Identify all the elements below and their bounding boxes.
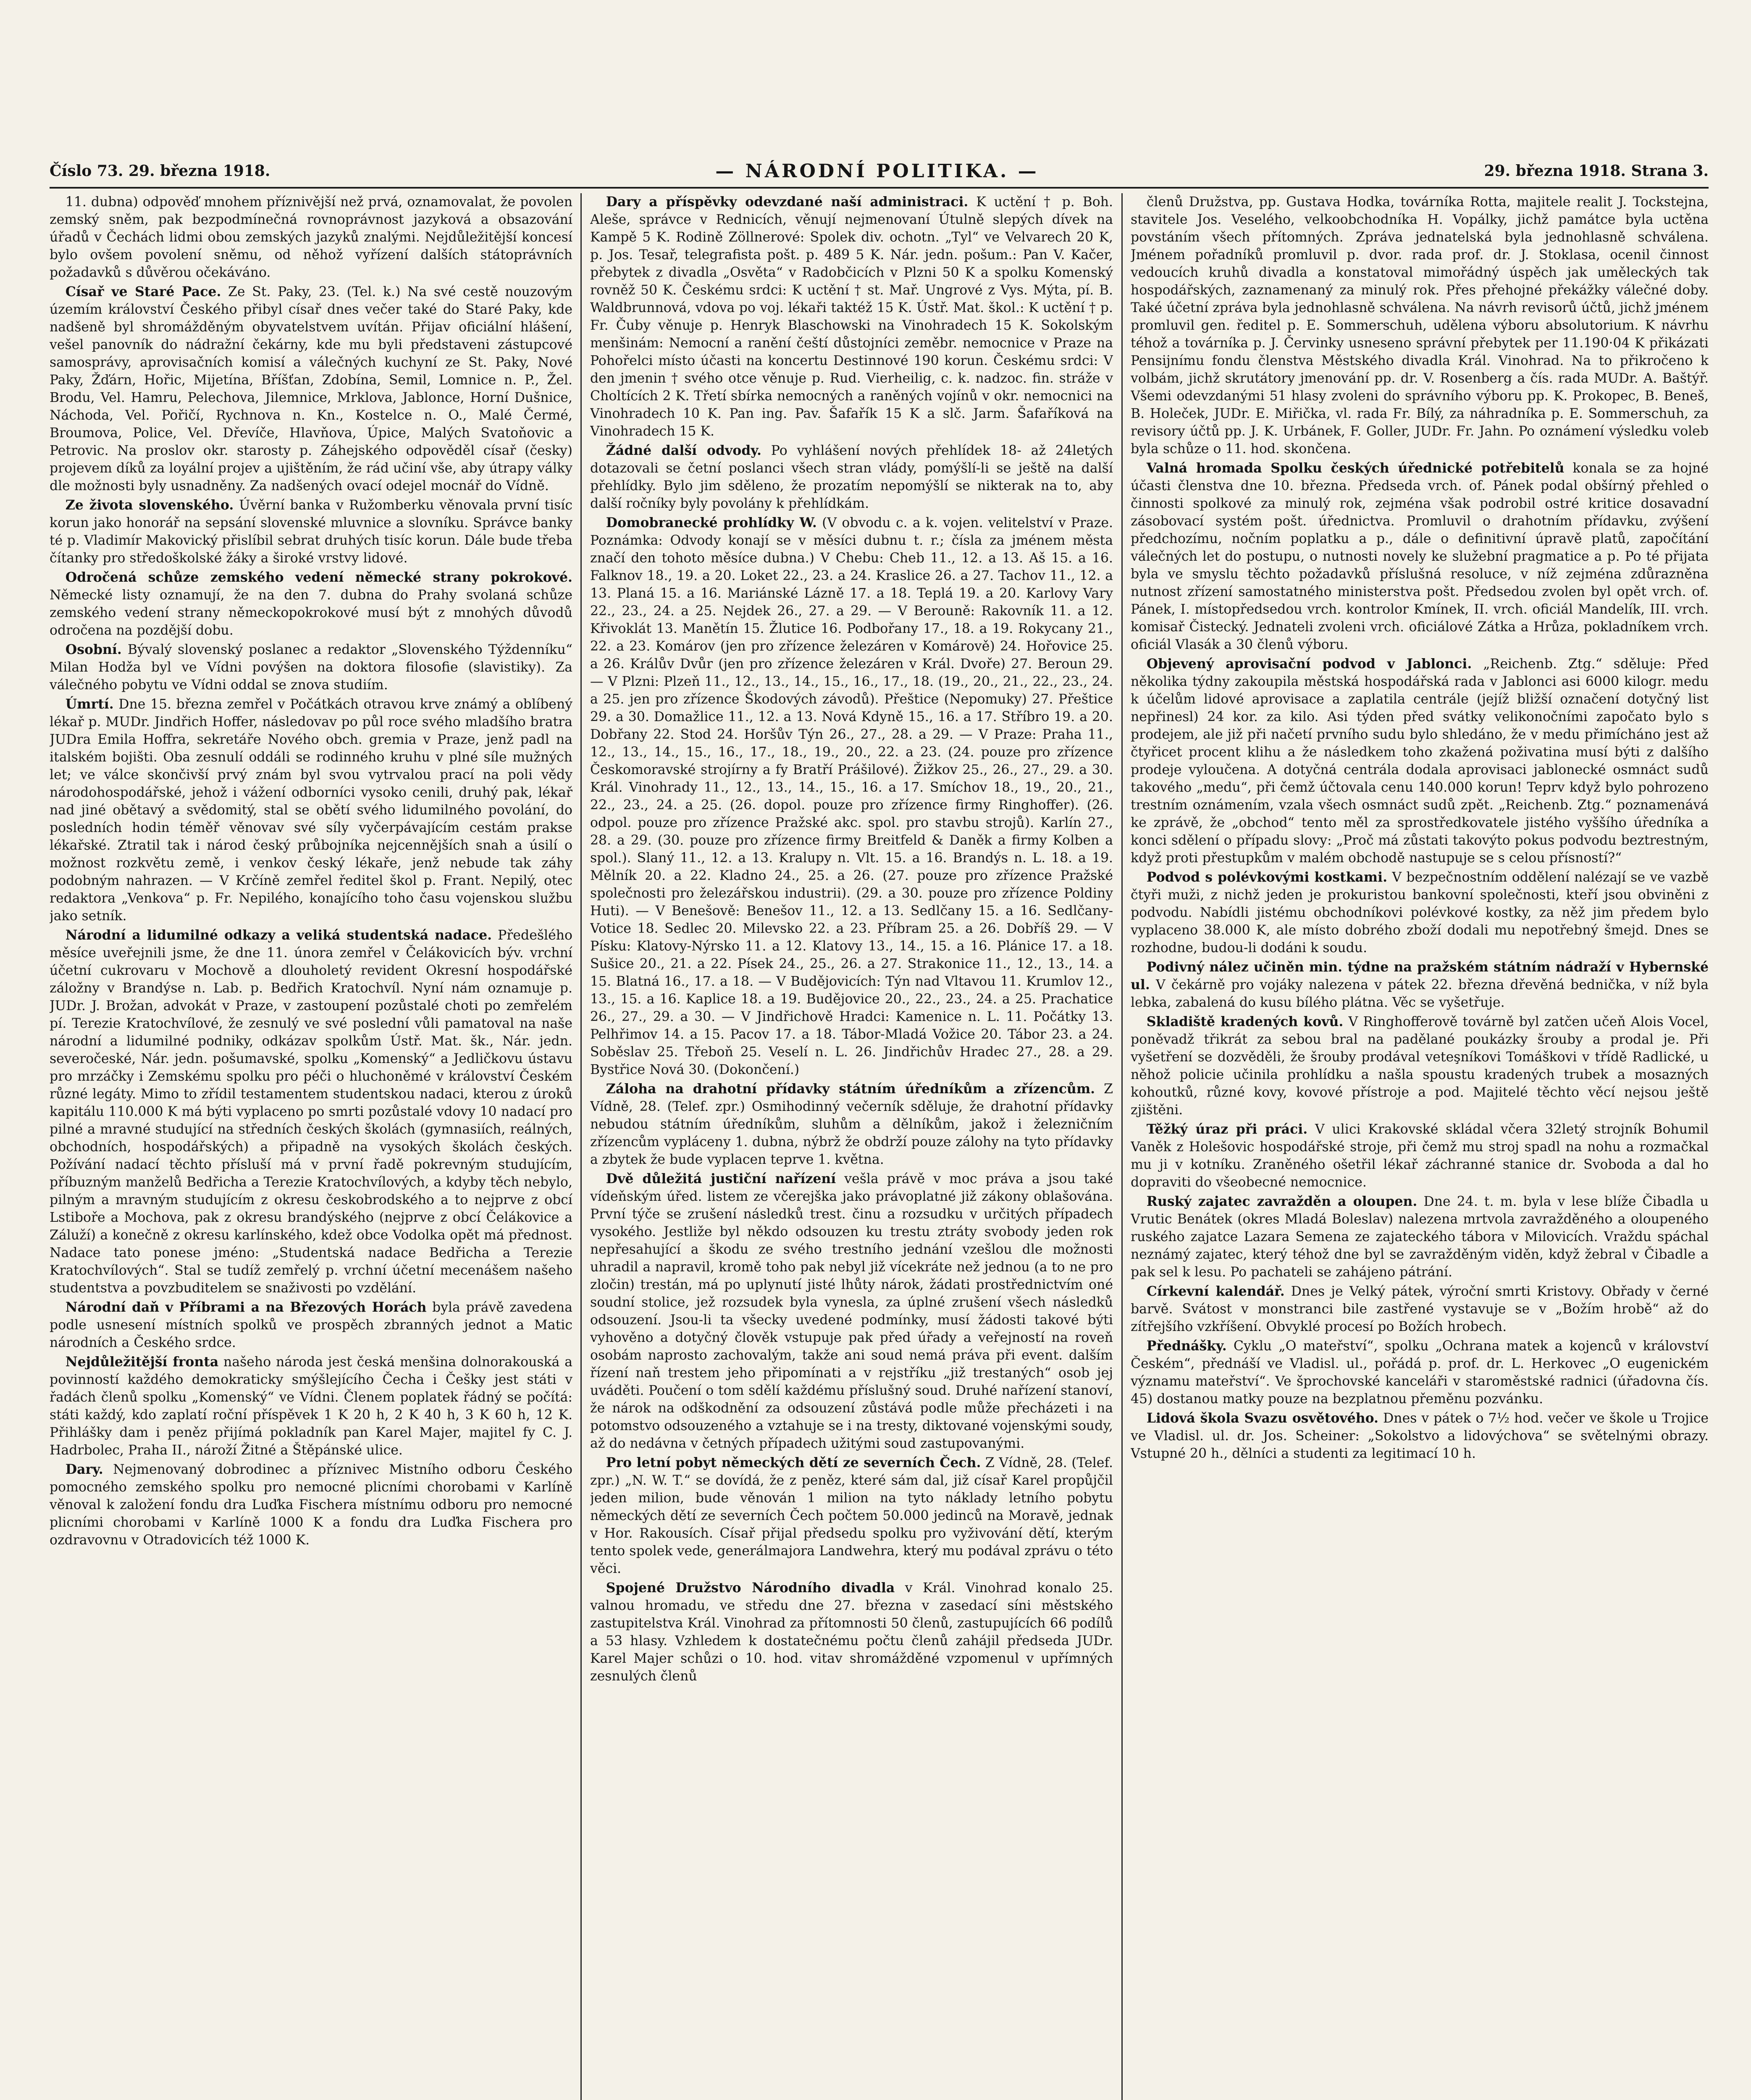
- article-text: V čekárně pro vojáky nalezena v pátek 22. března dřevěná bednička, v níž byla lebka, zabalená do kusu bílého plátna. Věc se vyšetřuje.: [1131, 977, 1709, 1010]
- article-text: Cyklu „O mateřství“, spolku „Ochrana matek a kojenců v království Českém“, přednáší ve Vladisl. ul., pořádá p. prof. dr. L. Herkovec „O eugenickém významu mateřství“. Ve šprochovské kanceláři v staroměstské radnici (úřadovna čís. 45) dostanou matky pouze na bezplatnou přeměnu pozvánku.: [1131, 1339, 1709, 1407]
- article-paragraph: [590, 442, 1113, 512]
- article-paragraph: [50, 193, 572, 281]
- article-heading: Skladiště kradených kovů.: [1146, 1014, 1344, 1029]
- article-text: členů Družstva, pp. Gustava Hodka, továrníka Rotta, majitele realit J. Tockstejna, stavitele Jos. Veselého, velkoobchodníka H. Vopálky, jichž památce byla uctěna povstáním všech přítomných. Zpráva jednatelská byla jednohlasně schválena. Jménem pořadníků promluvil p. dvor. rada prof. dr. J. Stoklasa, ocenil činnost vedoucích kruhů divadla a konstatoval mimořádný úspěch jak uměleckých tak hospodářských, zaznamenaný za minulý rok. Přes přehojné překážky válečné doby. Také účetní zpráva byla jednohlasně schválena. Na návrh revisorů účtů, jichž jménem promluvil gen. ředitel p. E. Sommerschuh, udělena výboru absolutorium. K návrhu téhož a továrníka p. J. Červinky usneseno správní přebytek per 11.190·04 K přikázati Pensijnímu fondu členstva Městského divadla Král. Vinohrad. Na to přikročeno k volbám, jichž skrutátory jmenování pp. dr. V. Rosenberg a čís. rada MUDr. A. Baštýř. Všemi odevzdanými 51 hlasy zvoleni do správního výboru pp. K. Prokopec, B. Beneš, B. Holeček, JUDr. E. Miřička, vl. rada Fr. Bílý, za náhradníka p. E. Sommerschuh, za revisory účtů pp. J. K. Urbánek, F. Goller, JUDr. Fr. Jahn. Po oznámení výsledku voleb byla schůze o 11. hod. skončena.: [1131, 194, 1709, 457]
- article-paragraph: [50, 1353, 572, 1459]
- article-text: našeho národa jest česká menšina dolnorakouská a povinností každého demokraticky smýšlejícího Čecha i Češky jest státi v řadách členů spolku „Komenský“ ve Vídni. Členem poplatek řádný se počítá: státi každý, kdo zaplatí roční příspěvek 1 K 20 h, 2 K 40 h, 3 K 60 h, 12 K. Přihlášky dam i peněz přijímá pokladník pan Karel Majer, majitel fy C. J. Hadrbolec, Praha II., nároží Žitné a Štěpánské ulice.: [50, 1354, 572, 1458]
- article-heading: Podivný nález učiněn min. týdne na pražském státním nádraží v Hybernské ul.: [1131, 959, 1709, 992]
- article-heading: Dvě důležitá justiční nařízení: [606, 1171, 836, 1186]
- article-heading: Odročená schůze zemského vedení německé strany pokrokové.: [65, 570, 572, 585]
- article-text: konala se za hojné účasti členstva dne 10. března. Předseda vrch. of. Pánek podal obšírný přehled o činnosti spolkové za minulý rok, zejména však podrobil ostré kritice dosavadní zásobovací systém pošt. úřednictva. Promluvil o drahotním přídavku, zvýšení předchozímu, nočním poplatku a p., dále o definitivní úpravě platů, započítání válečných let do postupu, o nutnosti novely ke služební pragmatice a p. Po té přijata byla ve smyslu těchto požadavků příslušná resoluce, v níž zejména zdůrazněna nutnost zřízení samostatného ministerstva pošt. Předsedou zvolen byl opět vrch. of. Pánek, I. místopředsedou vrch. kontrolor Kmínek, II. vrch. oficiál Mandelík, III. vrch. komisař Čistecký. Jednateli zvoleni vrch. oficiálové Zátka a Hrůza, pokladníkem vrch. oficiál Vlasák a 30 členů výboru.: [1131, 461, 1709, 652]
- article-paragraph: [1131, 193, 1709, 458]
- article-heading: Ruský zajatec zavražděn a oloupen.: [1146, 1194, 1418, 1209]
- article-text: K uctění † p. Boh. Aleše, správce v Rednicích, věnují nejmenovaní Útulně slepých dívek na Kampě 5 K. Rodině Zöllnerové: Spolek div. ochotn. „Tyl“ ve Velvarech 20 K, p. Jos. Tesař, telegrafista pošt. p. 489 5 K. Nár. jedn. pošum.: Pan V. Kačer, přebytek z divadla „Osvěta“ v Radobčicích v Plzni 50 K a spolku Komenský rovněž 50 K. Českému srdci: K uctění † st. Mař. Ungrové z Vys. Mýta, pí. B. Waldbrunnová, vdova po voj. lékaři taktéž 15 K. Ústř. Mat. škol.: K uctění † p. Fr. Čuby věnuje p. Henryk Blaschowski na Vinohradech 15 K. Sokolským menšinám: Nemocní a ranění čeští důstojníci zeměbr. nemocnice v Praze na Pohořelci místo účasti na koncertu Destinnové 190 korun. Českému srdci: V den jmenin † svého otce věnuje p. Rud. Vierheilig, c. k. nadzoc. fin. stráže v Choltících 2 K. Třetí sbírka nemocných a raněných vojínů v okr. nemocnici na Vinohradech 10 K. Pan ing. Pav. Šafařík 15 K a slč. Jarm. Šafaříková na Vinohradech 15 K.: [590, 194, 1113, 439]
- article-heading: Žádné další odvody.: [606, 443, 761, 458]
- article-text: Předešlého měsíce uveřejnili jsme, že dne 11. února zemřel v Čelákovicích býv. vrchní účetní cukrovaru v Mochově a dlouholetý revident Okresní hospodářské záložny v Brandýse n. Lab. p. Bedřich Kratochvíl. Nyní nám oznamuje p. JUDr. J. Brožan, advokát v Praze, v zastoupení pozůstalé choti po zemřelém pí. Terezie Kratochvílové, že zesnulý ve své poslední vůli pamatoval na naše národní a lidumilné podniky, odkázav spolkům Ústř. Mat. šk., Nár. jedn. severočeské, Nár. jedn. pošumavské, spolku „Komenský“ a Jedličkovu ústavu pro mrzáčky i Zemskému spolku pro péči o hluchoněmé v království Českém různé legáty. Mimo to zřídil testamentem studentskou nadaci, kterou z úroků kapitálu 110.000 K má býti vyplaceno po smrti pozůstalé vdovy 10 nadací pro pilné a mravné studující na středních českých školách (gymnasiích, reálných, obchodních, hospodářských) a připadně na vysokých školách českých. Požívání nadací těchto přísluší má v první řadě pokrevným studujícím, příbuzným manželů Bedřicha a Terezie Kratochvílových, a kdyby těch nebylo, pilným a mravným studujícím z okresu českobrodského a to nejprve z obcí Lstiboře a Mochova, pak z okresu brandýského (nejprve z obcí Čelákovice a Záluží) a konečně z okresu karlínského, kdež obce Vodolka opět má přednost. Nadace tato ponese jméno: „Studentská nadace Bedřicha a Terezie Kratochvílových“. Stal se tudíž zemřelý p. vrchní účetní mecenášem našeho studentstva a povzbuditelem se snaživosti po vzdělání.: [50, 928, 572, 1296]
- article-heading: Církevní kalendář.: [1146, 1284, 1285, 1299]
- article-text: (V obvodu c. a k. vojen. velitelství v Praze. Poznámka: Odvody konají se v měsíci dubnu t. r.; čísla za jménem města značí den tohoto měsíce dubna.) V Chebu: Cheb 11., 12. a 13. Aš 15. a 16. Falknov 18., 19. a 20. Loket 22., 23. a 24. Kraslice 26. a 27. Tachov 11., 12. a 13. Planá 15. a 16. Mariánské Lázně 17. a 18. Teplá 19. a 20. Karlovy Vary 22., 23., 24. a 25. Nejdek 26., 27. a 29. — V Berouně: Rakovník 11. a 12. Křivoklát 13. Manětín 15. Žlutice 16. Podbořany 17., 18. a 19. Rokycany 21., 22. a 23. Komárov (jen pro zřízence železáren v Komárově) 24. Hořovice 25. a 26. Králův Dvůr (jen pro zřízence železáren v Král. Dvoře) 27. Beroun 29. — V Plzni: Plzeň 11., 12., 13., 14., 15., 16., 17., 18. (19., 20., 21., 22., 23., 24. a 25. jen pro zřízence Škodových závodů). Přeštice (Nepomuky) 27. Přeštice 29. a 30. Domažlice 11., 12. a 13. Nová Kdyně 15., 16. a 17. Stříbro 19. a 20. Dobřany 22. Stod 24. Horšův Týn 26., 27., 28. a 29. — V Praze: Praha 11., 12., 13., 14., 15., 16., 17., 18., 19., 20., 22. a 23. (24. pouze pro zřízence Českomoravské strojírny a fy Bratří Prášilové). Žižkov 25., 26., 27., 29. a 30. Král. Vinohrady 11., 12., 13., 14., 15., 16. a 17. Smíchov 18., 19., 20., 21., 22., 23., 24. a 25. (26. dopol. pouze pro zřízence firmy Ringhoffer). (26. odpol. pouze pro zřízence Pražské akc. spol. pro stavbu strojů). Karlín 27., 28. a 29. (30. pouze pro zřízence firmy Breitfeld & Daněk a firmy Kolben a spol.). Slaný 11., 12. a 13. Kralupy n. Vlt. 15. a 16. Brandýs n. L. 18. a 19. Mělník 20. a 22. Kladno 24., 25. a 26. (27. pouze pro zřízence Pražské společnosti pro železářskou industrii). (29. a 30. pouze pro zřízence Poldiny Huti). — V Benešově: Benešov 11., 12. a 13. Sedlčany 15. a 16. Sedlčany-Votice 18. Sedlec 20. Milevsko 22. a 23. Příbram 25. a 26. Dobříš 29. — V Písku: Klatovy-Nýrsko 11. a 12. Klatovy 13., 14., 15. a 16. Plánice 17. a 18. Sušice 20., 21. a 22. Písek 24., 25., 26. a 27. Strakonice 11., 12., 13., 14. a 15. Blatná 16., 17. a 18. — V Budějovicích: Týn nad Vltavou 11. Krumlov 12., 13., 15. a 16. Kaplice 18. a 19. Budějovice 20., 22., 23., 24. a 25. Prachatice 26., 27., 29. a 30. — V Jindřichově Hradci: Kamenice n. L. 11. Počátky 13. Pelhřimov 14. a 15. Pacov 17. a 18. Tábor-Mladá Vožice 20. Tábor 23. a 24. Soběslav 25. Třeboň 25. Veselí n. L. 26. Jindřichův Hradec 27., 28. a 29. Bystřice Nová 30. (Dokončení.): [590, 515, 1113, 1077]
- article-paragraph: [1131, 1337, 1709, 1408]
- article-heading: Těžký úraz při práci.: [1146, 1121, 1308, 1137]
- article-text: 11. dubna) odpověď mnohem příznivější než prvá, oznamovalat, že povolen zemský sněm, pak bezpodmínečná rovnoprávnost jazyková a obsazování úřadů v Čechách lidmi obou zemských jazyků znalými. Nejdůležitější koncesí bylo ovšem povolení sněmu, od něhož vyřízení dalších státoprávních požadavků s důvěrou očekáváno.: [50, 194, 572, 280]
- column-divider: [580, 193, 582, 2100]
- article-paragraph: [1131, 1121, 1709, 1191]
- article-text: V bezpečnostním oddělení nalézají se ve vazbě čtyři muži, z nichž jeden je prokuristou bankovní společnosti, kteří jsou obviněni z podvodu. Nabídli jistému obchodníkovi polévkové kostky, za něž jim předem bylo vyplaceno 38.000 K, ale místo dobrého zboží dodali mu nepotřebný šmejd. Dnes se rozhodne, budou-li dodáni k soudu.: [1131, 870, 1709, 956]
- article-text: byla právě zavedena podle usnesení místních spolků ve prospěch zbranných jednot a Matic národních a Českého srdce.: [50, 1300, 572, 1350]
- article-heading: Osobní.: [65, 642, 122, 657]
- article-text: Bývalý slovenský poslanec a redaktor „Slovenského Týždenníku“ Milan Hodža byl ve Vídni povýšen na doktora filosofie (slavistiky). Za válečného pobytu ve Vídni oddal se znova studiím.: [50, 642, 572, 693]
- article-heading: Podvod s polévkovými kostkami.: [1146, 869, 1388, 885]
- article-heading: Nejdůležitější fronta: [65, 1354, 219, 1370]
- article-paragraph: [1131, 459, 1709, 654]
- article-paragraph: [50, 641, 572, 694]
- article-text: Dne 15. března zemřel v Počátkách otravou krve známý a oblíbený lékař p. MUDr. Jindřich Hoffer, následovav po půl roce svého mladšího bratra JUDra Emila Hoffra, sekretáře Nového obch. gremia v Praze, jenž padl na italském bojišti. Oba zesnulí oddáli se rodinného kruhu v plné síle mužných let; ve válce skončivší prvý znám byl svou vytrvalou prací na poli vědy národohospodářské, jehož i vážení odborníci vysoko cenili, druhý pak, lékař nad jiné obětavý a svědomitý, stal se obětí svého lidumilného povolání, do posledních hodin téměř věnovav své síly vyčerpávajícím cestám prakse lékařské. Ztratil tak i národ český průbojníka nejcennějších snah a úsilí o možnost rozkvětu země, i venkov český lékaře, jenž nebude tak záhy podobným nahrazen. — V Krčíně zemřel ředitel škol p. Frant. Nepilý, otec redaktora „Venkova“ p. Fr. Nepilého, konajícího toho času vojenskou službu jako setník.: [50, 697, 572, 924]
- article-paragraph: [590, 1080, 1113, 1168]
- article-heading: Císař ve Staré Pace.: [65, 284, 221, 299]
- article-paragraph: [1131, 1193, 1709, 1281]
- article-heading: Přednášky.: [1146, 1338, 1227, 1354]
- article-text: „Reichenb. Ztg.“ sděluje: Před několika týdny zakoupila městská hospodářská rada v Jablonci asi 6000 kilogr. medu k účelům lidové aprovisace a zaplatila centrále (jejíž bližší označení dotyčný list nepřinesl) 24 kor. za kilo. Asi týden před svátky velikonočními započato bylo s prodejem, ale již při načetí prvního sudu bylo shledáno, že v medu přimícháno jest až čtyřicet procent klihu a že následkem toho zkažená poživatina musí býti z dalšího prodeje vyloučena. A dotyčná centrála dodala aprovisaci jablonecké osmnáct sudů takového „medu“, při čemž účtovala cenu 140.000 korun! Teprv když bylo pohrozeno trestním oznámením, vzala všech osmnáct sudů zpět. „Reichenb. Ztg.“ poznamenává ke zprávě, že „obchod“ tento měl za sprostředkovatele jistého vyššího úředníka a konci sdělení o případu slovy: „Proč má zůstati takovýto pokus podvodu beztrestným, když proti přestupkům v malém obchodě nastupuje se s celou přísností?“: [1131, 656, 1709, 866]
- article-paragraph: [50, 696, 572, 925]
- page-header: [50, 156, 1709, 186]
- newspaper-title: — NÁRODNÍ POLITIKA. —: [715, 160, 1039, 182]
- article-heading: Záloha na drahotní přídavky státním úředníkům a zřízencům.: [606, 1081, 1095, 1097]
- article-text: v Král. Vinohrad konalo 25. valnou hromadu, ve středu dne 27. března v zasedací síni městského zastupitelstva Král. Vinohrad za přítomnosti 50 členů, zastupujících 66 podílů a 53 hlasy. Vzhledem k dostatečnému počtu členů zahájil předseda JUDr. Karel Majer schůzi o 10. hod. vitav shromážděné vzpomenul v upřímných zesnulých členů: [590, 1580, 1113, 1684]
- article-heading: Ze života slovenského.: [65, 497, 234, 513]
- column-3: [1131, 193, 1709, 2100]
- article-paragraph: [590, 1454, 1113, 1578]
- article-paragraph: [50, 1299, 572, 1352]
- header-rule: [50, 187, 1709, 189]
- column-2: [590, 193, 1113, 2100]
- article-text: Dne 24. t. m. byla v lese blíže Čibadla u Vrutic Benátek (okres Mladá Boleslav) nalezena mrtvola zavražděného a oloupeného ruského zajatce Lazara Semena ze zajateckého tábora v Milovicích. Vraždu spáchal neznámý zajatec, který téhož dne byl se zavražděným viděn, když žebral v Čibadle a pak sel k lesu. Po pachateli se zahájeno pátrání.: [1131, 1194, 1709, 1280]
- article-heading: Národní daň v Příbrami a na Březových Horách: [65, 1299, 427, 1315]
- article-heading: Valná hromada Spolku českých úřednické potřebitelů: [1146, 460, 1565, 476]
- article-heading: Objevený aprovisační podvod v Jablonci.: [1146, 656, 1472, 672]
- issue-date: Číslo 73. 29. března 1918.: [50, 162, 270, 180]
- article-text: Z Vídně, 28. (Telef. zpr.) „N. W. T.“ se dovídá, že z peněz, které sám dal, již císař Karel propůjčil jeden milion, bude věnován 1 milion na tyto náklady letního pobytu německých dětí ze severních Čech počtem 50.000 jedinců na Moravě, jednak v Hor. Rakousích. Císař přijal předsedu spolku pro vyživování dětí, kterým tento spolek vede, generálmajora Landwehra, který mu podával zprávu o této věci.: [590, 1455, 1113, 1576]
- article-text: vešla právě v moc práva a jsou také vídeňským úřed. listem ze včerejška jako právoplatné již zákony oblašována. První týče se zrušení následků trest. činu a rozsudku v určitých případech vysokého. Jestliže byl někdo odsouzen ku trestu ztráty svobody jeden rok nepřesahující a škodu ze svého trestního jednání vzešlou dle možnosti uhradil a napravil, kromě toho pak nebyl již vícekráte než jednou (a to ne pro zločin) trestán, má po uplynutí jisté lhůty nárok, žádati prostřednictvím oné soudní stolice, jež rozsudek byla vynesla, za úplné zrušení všech následků odsouzení. Jsou-li ta všecky uvedené podmínky, musí žádosti takové býti vyhověno a dotyčný člověk vstupuje pak před úřady a veřejností na roveň osobám naprosto zachovalým, takže ani soud nemá práva při event. dalším řízení naň trestem jeho připomínati a v rejstříku „již trestaných“ osob jej uváděti. Poučení o tom sdělí každému příslušný soud. Druhé nařízení stanoví, že nárok na odškodnění za odsouzení zůstává podle může přecházeti i na potomstvo odsouzeného a vztahuje se i na tresty, diktované vojenskými soudy, až do nedávna v četných případech užitými soud zastupovanými.: [590, 1171, 1113, 1451]
- article-paragraph: [50, 1461, 572, 1549]
- article-paragraph: [1131, 1410, 1709, 1462]
- article-text: Německé listy oznamují, že na den 7. dubna do Prahy svolaná schůze zemského vedení strany německopokrokové musí být z mnohých důvodů odročena na pozdější dobu.: [50, 588, 572, 638]
- article-heading: Dary.: [65, 1462, 103, 1477]
- article-heading: Lidová škola Svazu osvětového.: [1146, 1410, 1379, 1426]
- article-text: Z Vídně, 28. (Telef. zpr.) Osmihodinný večerník sděluje, že drahotní přídavky nebudou státním úředníkům, sluhům a dělníkům, jakož i železničním zřízencům vypláceny 1. dubna, nýbrž že obdrží pouze zálohy na tyto přídavky a zbytek že bude vyplacen teprve 1. května.: [590, 1082, 1113, 1167]
- article-paragraph: [1131, 958, 1709, 1011]
- article-heading: Úmrtí.: [65, 696, 114, 712]
- article-heading: Domobranecké prohlídky W.: [606, 515, 817, 530]
- article-paragraph: [50, 569, 572, 639]
- article-paragraph: [590, 514, 1113, 1079]
- article-text: V Ringhofferově továrně byl zatčen učeň Alois Vocel, poněvadž třikrát za sebou bral na padělané poukázky šrouby a prodal je. Při vyšetření se dozvěděli, že šrouby prodával veteşníkovi Tomáškovi v třídě Radlické, u něhož policie učinila prohlídku a našla spoustu kradených trubek a mosazných kohoutků, různé kovy, kovové přístroje a pod. Majitelé těchto věcí nejsou ještě zjištěni.: [1131, 1014, 1709, 1118]
- column-divider: [1121, 193, 1123, 2100]
- article-heading: Spojené Družstvo Národního divadla: [606, 1580, 895, 1596]
- article-paragraph: [1131, 869, 1709, 957]
- article-paragraph: [50, 283, 572, 495]
- article-text: Dnes v pátek o 7½ hod. večer ve škole u Trojice ve Vladisl. ul. dr. Jos. Scheiner: „Sokolstvo a lidovýchova“ se světelnými obrazy. Vstupné 20 h., dělníci a studenti za legitimací 10 h.: [1131, 1411, 1709, 1461]
- article-paragraph: [50, 496, 572, 567]
- article-text: V ulici Krakovské skládal včera 32letý strojník Bohumil Vaněk z Holešovic hospodářské stroje, při čemž mu stroj spadl na nohu a rozmačkal mu ji v kotníku. Zraněného ošetřil lékař záchranné stanice dr. Svoboda a dal ho dopraviti do všeobecné nemocnice.: [1131, 1122, 1709, 1190]
- article-paragraph: [50, 927, 572, 1297]
- article-paragraph: [1131, 655, 1709, 867]
- article-text: Po vyhlášení nových přehlídek 18- až 24letých dotazovali se četní poslanci všech stran vlády, pomýšlí-li se ještě na další přehlídky. Bylo jim sděleno, že prozatím nepomýšlí se nikterak na to, aby další ročníky byly povolány k přehlídkám.: [590, 443, 1113, 511]
- article-heading: Pro letní pobyt německých dětí ze severních Čech.: [606, 1455, 981, 1470]
- article-text: Úvěrní banka v Ružomberku věnovala první tisíc korun jako honorář na sepsání slovenské mluvnice a slovníku. Správce banky té p. Vladimír Makovický přislíbil sebrat druhých tisíc korun. Dále bude třeba čítanky pro středoškolské žáky a široké vrstvy lidové.: [50, 498, 572, 566]
- article-paragraph: [1131, 1283, 1709, 1336]
- article-heading: Národní a lidumilné odkazy a veliká studentská nadace.: [65, 927, 492, 943]
- article-text: Nejmenovaný dobrodinec a příznivec Mistního odboru Českého pomocného zemského spolku pro nemocné plicními chorobami v Karlíně věnoval k založení fondu dra Luďka Fischera místnímu odboru pro nemocné plicními chorobami v Karlíně 1000 K a fondu dra Luďka Fischera pro ozdravovnu v Otradovicích též 1000 K.: [50, 1462, 572, 1548]
- article-text: Ze St. Paky, 23. (Tel. k.) Na své cestě nouzovým územím království Českého přibyl císař dnes večer také do Staré Paky, kde nadšeně byl shromážděným obyvatelstvem uvítán. Přijav oficiální hlášení, vešel panovník do nádražní čekárny, kde mu byli představeni zástupcové samosprávy, aprovisačních komisí a válečných kuchyní ze St. Paky, Nové Paky, Žďárn, Hořic, Mijetína, Bříšťan, Zdobína, Semil, Lomnice n. P., Žel. Brodu, Vel. Hamru, Pelechova, Jilemnice, Mrklova, Jablonce, Horní Dušnice, Náchoda, Vel. Pořičí, Rychnova n. Kn., Kostelce n. O., Malé Čermé, Broumova, Police, Vel. Dřevíče, Hlavňova, Úpice, Malých Svatoňovic a Petrovic. Na proslov okr. starosty p. Záhejského odpověděl císař (česky) projevem díků za loyální projev a ujištěním, že rád učiní vše, aby útrapy války dle možnosti byly usnadněny. Za nadšených ovací odejel mocnář do Vídně.: [50, 284, 572, 494]
- column-1: [50, 193, 572, 2100]
- article-text: Dnes je Velký pátek, výroční smrti Kristovy. Obřady v černé barvě. Svátost v monstranci bile zastřené vystavuje se v „Božím hrobě“ až do zítřejšího vzkříšení. Obvyklé procesí po Božích hrobech.: [1131, 1284, 1709, 1334]
- page-number: 29. března 1918. Strana 3.: [1484, 162, 1709, 180]
- article-paragraph: [590, 1579, 1113, 1685]
- article-paragraph: [590, 1170, 1113, 1452]
- article-paragraph: [590, 193, 1113, 440]
- article-heading: Dary a příspěvky odevzdané naší administraci.: [606, 194, 969, 210]
- article-paragraph: [1131, 1013, 1709, 1119]
